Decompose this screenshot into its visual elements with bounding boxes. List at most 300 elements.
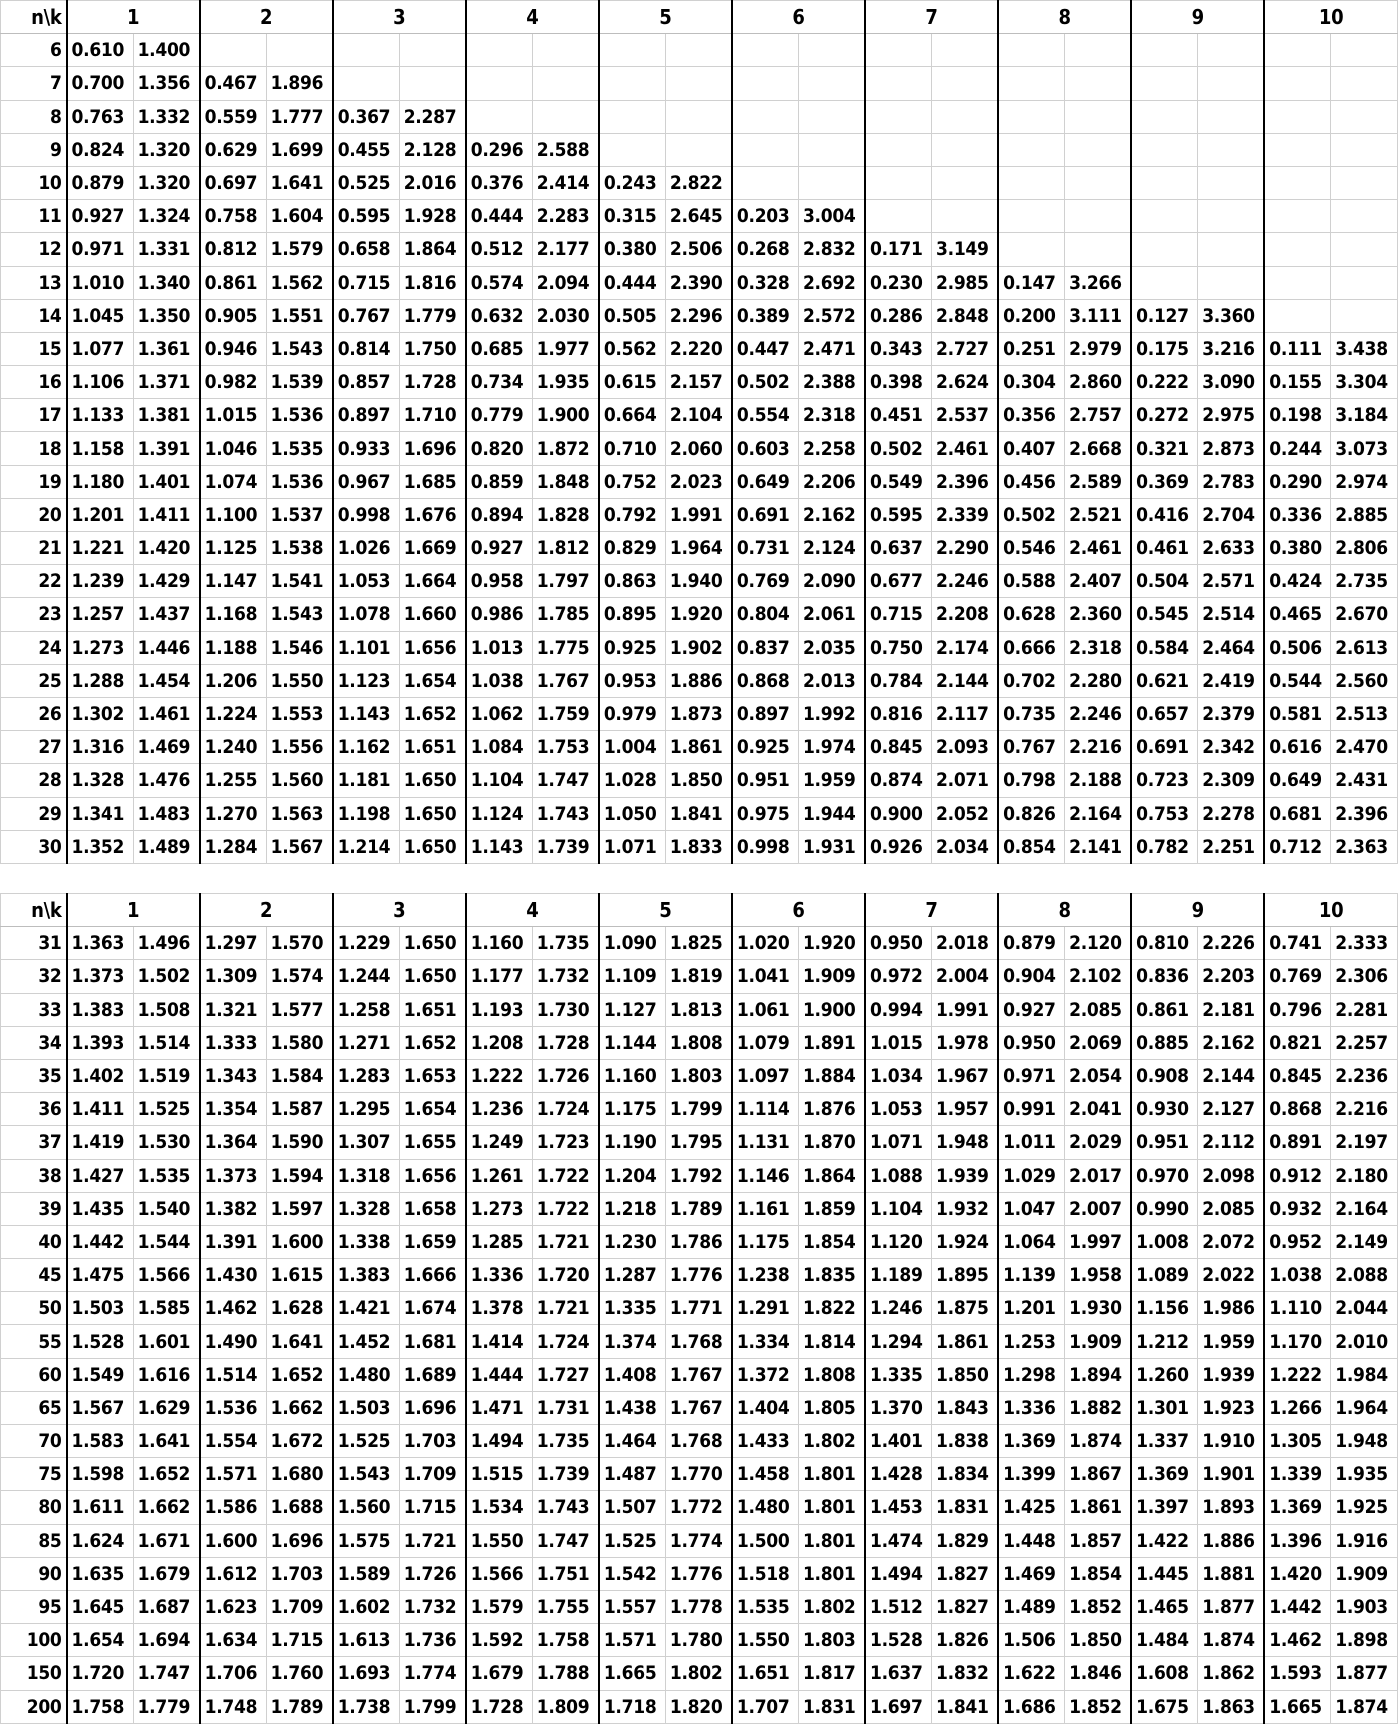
upper-bound-cell: 1.862	[1198, 1657, 1265, 1690]
lower-bound-cell	[998, 100, 1065, 133]
lower-bound-cell: 1.471	[466, 1391, 533, 1424]
upper-bound-cell: 1.864	[399, 233, 466, 266]
lower-bound-cell: 1.020	[732, 927, 799, 960]
table-row	[1, 1458, 1398, 1491]
upper-bound-cell: 1.812	[532, 532, 599, 565]
upper-bound-cell: 1.751	[532, 1557, 599, 1590]
lower-bound-cell: 1.011	[998, 1126, 1065, 1159]
lower-bound-cell: 1.133	[67, 399, 134, 432]
lower-bound-cell: 0.424	[1264, 565, 1331, 598]
lower-bound-cell	[998, 233, 1065, 266]
upper-bound-cell: 1.758	[532, 1624, 599, 1657]
lower-bound-cell: 0.451	[865, 399, 932, 432]
n-value-cell: 31	[1, 927, 67, 960]
lower-bound-cell: 1.442	[67, 1225, 134, 1258]
lower-bound-cell: 0.230	[865, 266, 932, 299]
lower-bound-cell: 1.071	[865, 1126, 932, 1159]
lower-bound-cell: 1.613	[333, 1624, 400, 1657]
upper-bound-cell: 1.743	[532, 797, 599, 830]
lower-bound-cell	[1264, 299, 1331, 332]
lower-bound-cell: 1.038	[466, 664, 533, 697]
lower-bound-cell: 1.139	[998, 1259, 1065, 1292]
lower-bound-cell: 1.550	[466, 1524, 533, 1557]
lower-bound-cell: 0.982	[200, 366, 267, 399]
upper-bound-cell: 3.360	[1198, 299, 1265, 332]
lower-bound-cell: 1.120	[865, 1225, 932, 1258]
lower-bound-cell: 0.525	[333, 166, 400, 199]
upper-bound-cell: 1.814	[798, 1325, 865, 1358]
lower-bound-cell: 1.369	[1131, 1458, 1198, 1491]
table-row	[1, 1425, 1398, 1458]
lower-bound-cell: 0.465	[1264, 598, 1331, 631]
upper-bound-cell: 1.662	[133, 1491, 200, 1524]
lower-bound-cell: 0.666	[998, 631, 1065, 664]
lower-bound-cell: 0.343	[865, 332, 932, 365]
lower-bound-cell: 1.222	[466, 1059, 533, 1092]
upper-bound-cell: 2.396	[1331, 797, 1398, 830]
n-value-cell: 13	[1, 266, 67, 299]
lower-bound-cell: 0.845	[1264, 1059, 1331, 1092]
upper-bound-cell: 2.461	[1065, 532, 1132, 565]
lower-bound-cell	[599, 133, 666, 166]
upper-bound-cell: 1.898	[1331, 1624, 1398, 1657]
upper-bound-cell: 1.874	[1331, 1690, 1398, 1723]
lower-bound-cell: 0.951	[732, 764, 799, 797]
lower-bound-cell: 0.710	[599, 432, 666, 465]
upper-bound-cell: 1.641	[266, 166, 333, 199]
lower-bound-cell: 1.370	[865, 1391, 932, 1424]
lower-bound-cell	[1264, 100, 1331, 133]
upper-bound-cell: 1.792	[665, 1159, 732, 1192]
upper-bound-cell: 2.010	[1331, 1325, 1398, 1358]
lower-bound-cell: 1.514	[200, 1358, 267, 1391]
upper-bound-cell: 1.735	[532, 927, 599, 960]
lower-bound-cell: 1.307	[333, 1126, 400, 1159]
lower-bound-cell: 0.752	[599, 465, 666, 498]
table-row	[1, 1624, 1398, 1657]
upper-bound-cell: 1.730	[532, 993, 599, 1026]
upper-bound-cell: 1.964	[1331, 1391, 1398, 1424]
upper-bound-cell: 2.822	[665, 166, 732, 199]
lower-bound-cell: 1.525	[599, 1524, 666, 1557]
upper-bound-cell: 1.750	[399, 332, 466, 365]
lower-bound-cell	[998, 34, 1065, 67]
lower-bound-cell: 1.369	[998, 1425, 1065, 1458]
upper-bound-cell: 1.658	[399, 1192, 466, 1225]
lower-bound-cell: 0.734	[466, 366, 533, 399]
upper-bound-cell: 2.974	[1331, 465, 1398, 498]
lower-bound-cell: 1.378	[466, 1292, 533, 1325]
k-column-header: 2	[200, 1, 333, 34]
lower-bound-cell: 1.635	[67, 1557, 134, 1590]
upper-bound-cell: 1.720	[532, 1259, 599, 1292]
lower-bound-cell: 1.260	[1131, 1358, 1198, 1391]
n-value-cell: 16	[1, 366, 67, 399]
upper-bound-cell: 1.537	[266, 498, 333, 531]
lower-bound-cell: 1.295	[333, 1093, 400, 1126]
upper-bound-cell: 1.935	[532, 366, 599, 399]
upper-bound-cell	[665, 34, 732, 67]
lower-bound-cell: 0.972	[865, 960, 932, 993]
lower-bound-cell: 1.422	[1131, 1524, 1198, 1557]
upper-bound-cell: 1.371	[133, 366, 200, 399]
lower-bound-cell: 0.926	[865, 830, 932, 863]
n-value-cell: 7	[1, 67, 67, 100]
n-value-cell: 26	[1, 697, 67, 730]
lower-bound-cell: 1.015	[865, 1026, 932, 1059]
k-column-header: 10	[1264, 1, 1397, 34]
lower-bound-cell: 0.502	[732, 366, 799, 399]
upper-bound-cell: 2.044	[1331, 1292, 1398, 1325]
lower-bound-cell: 1.257	[67, 598, 134, 631]
upper-bound-cell: 2.419	[1198, 664, 1265, 697]
upper-bound-cell: 2.162	[1198, 1026, 1265, 1059]
table-row	[1, 731, 1398, 764]
lower-bound-cell: 1.255	[200, 764, 267, 797]
lower-bound-cell: 0.904	[998, 960, 1065, 993]
upper-bound-cell: 2.102	[1065, 960, 1132, 993]
upper-bound-cell: 1.727	[532, 1358, 599, 1391]
upper-bound-cell: 1.654	[399, 664, 466, 697]
k-column-header: 7	[865, 894, 998, 927]
upper-bound-cell	[932, 200, 999, 233]
upper-bound-cell: 1.854	[798, 1225, 865, 1258]
upper-bound-cell: 1.680	[266, 1458, 333, 1491]
table-body	[1, 34, 1398, 864]
lower-bound-cell: 1.224	[200, 697, 267, 730]
upper-bound-cell: 2.177	[532, 233, 599, 266]
k-column-header: 6	[732, 894, 865, 927]
upper-bound-cell: 1.681	[399, 1325, 466, 1358]
upper-bound-cell: 1.721	[399, 1524, 466, 1557]
lower-bound-cell: 1.506	[998, 1624, 1065, 1657]
k-column-header: 9	[1131, 894, 1264, 927]
upper-bound-cell: 2.668	[1065, 432, 1132, 465]
upper-bound-cell: 1.597	[266, 1192, 333, 1225]
upper-bound-cell: 3.184	[1331, 399, 1398, 432]
upper-bound-cell: 1.476	[133, 764, 200, 797]
upper-bound-cell: 1.841	[665, 797, 732, 830]
lower-bound-cell: 1.273	[466, 1192, 533, 1225]
upper-bound-cell: 1.861	[932, 1325, 999, 1358]
lower-bound-cell: 1.421	[333, 1292, 400, 1325]
lower-bound-cell: 0.723	[1131, 764, 1198, 797]
lower-bound-cell: 1.333	[200, 1026, 267, 1059]
upper-bound-cell: 1.846	[1065, 1657, 1132, 1690]
lower-bound-cell: 1.374	[599, 1325, 666, 1358]
lower-bound-cell: 1.448	[998, 1524, 1065, 1557]
lower-bound-cell: 1.706	[200, 1657, 267, 1690]
lower-bound-cell: 1.071	[599, 830, 666, 863]
upper-bound-cell: 1.816	[399, 266, 466, 299]
upper-bound-cell: 2.004	[932, 960, 999, 993]
upper-bound-cell: 1.535	[266, 432, 333, 465]
upper-bound-cell: 1.932	[932, 1192, 999, 1225]
lower-bound-cell: 0.369	[1131, 465, 1198, 498]
lower-bound-cell: 0.958	[466, 565, 533, 598]
n-value-cell: 29	[1, 797, 67, 830]
lower-bound-cell: 1.571	[200, 1458, 267, 1491]
n-value-cell: 75	[1, 1458, 67, 1491]
lower-bound-cell: 0.950	[865, 927, 932, 960]
upper-bound-cell: 1.732	[532, 960, 599, 993]
n-value-cell: 24	[1, 631, 67, 664]
lower-bound-cell: 1.162	[333, 731, 400, 764]
upper-bound-cell: 1.420	[133, 532, 200, 565]
lower-bound-cell: 1.222	[1264, 1358, 1331, 1391]
lower-bound-cell: 1.101	[333, 631, 400, 664]
lower-bound-cell: 0.782	[1131, 830, 1198, 863]
upper-bound-cell	[1198, 133, 1265, 166]
k-column-header: 4	[466, 1, 599, 34]
lower-bound-cell: 0.908	[1131, 1059, 1198, 1092]
upper-bound-cell: 1.827	[932, 1590, 999, 1623]
lower-bound-cell: 1.266	[1264, 1391, 1331, 1424]
lower-bound-cell: 0.994	[865, 993, 932, 1026]
upper-bound-cell: 2.975	[1198, 399, 1265, 432]
lower-bound-cell: 0.857	[333, 366, 400, 399]
lower-bound-cell	[865, 166, 932, 199]
lower-bound-cell: 1.064	[998, 1225, 1065, 1258]
lower-bound-cell: 0.171	[865, 233, 932, 266]
upper-bound-cell: 1.411	[133, 498, 200, 531]
upper-bound-cell: 1.629	[133, 1391, 200, 1424]
lower-bound-cell: 1.143	[333, 697, 400, 730]
lower-bound-cell: 1.239	[67, 565, 134, 598]
lower-bound-cell	[1264, 266, 1331, 299]
upper-bound-cell	[1198, 266, 1265, 299]
table-row	[1, 830, 1398, 863]
lower-bound-cell: 0.398	[865, 366, 932, 399]
upper-bound-cell	[1198, 67, 1265, 100]
upper-bound-cell: 1.699	[266, 133, 333, 166]
upper-bound-cell: 2.388	[798, 366, 865, 399]
upper-bound-cell: 1.802	[665, 1657, 732, 1690]
upper-bound-cell: 2.251	[1198, 830, 1265, 863]
lower-bound-cell: 1.301	[1131, 1391, 1198, 1424]
upper-bound-cell: 2.149	[1331, 1225, 1398, 1258]
upper-bound-cell: 1.964	[665, 532, 732, 565]
lower-bound-cell: 1.335	[599, 1292, 666, 1325]
lower-bound-cell: 1.201	[998, 1292, 1065, 1325]
lower-bound-cell	[998, 133, 1065, 166]
upper-bound-cell	[798, 133, 865, 166]
upper-bound-cell: 1.779	[133, 1690, 200, 1723]
upper-bound-cell: 2.007	[1065, 1192, 1132, 1225]
upper-bound-cell: 1.789	[665, 1192, 732, 1225]
upper-bound-cell: 2.197	[1331, 1126, 1398, 1159]
upper-bound-cell: 1.779	[399, 299, 466, 332]
upper-bound-cell: 1.801	[798, 1458, 865, 1491]
lower-bound-cell: 1.146	[732, 1159, 799, 1192]
lower-bound-cell: 0.885	[1131, 1026, 1198, 1059]
lower-bound-cell	[1264, 34, 1331, 67]
lower-bound-cell: 0.649	[732, 465, 799, 498]
upper-bound-cell: 1.689	[399, 1358, 466, 1391]
lower-bound-cell: 1.336	[466, 1259, 533, 1292]
k-column-header: 1	[67, 894, 200, 927]
lower-bound-cell	[1264, 67, 1331, 100]
upper-bound-cell: 1.652	[399, 1026, 466, 1059]
n-value-cell: 12	[1, 233, 67, 266]
upper-bound-cell: 1.801	[798, 1557, 865, 1590]
table-row	[1, 465, 1398, 498]
upper-bound-cell: 2.848	[932, 299, 999, 332]
k-column-header: 3	[333, 1, 466, 34]
lower-bound-cell: 1.490	[200, 1325, 267, 1358]
lower-bound-cell: 1.189	[865, 1259, 932, 1292]
upper-bound-cell: 1.991	[932, 993, 999, 1026]
upper-bound-cell: 1.829	[932, 1524, 999, 1557]
upper-bound-cell: 1.679	[133, 1557, 200, 1590]
upper-bound-cell: 2.128	[399, 133, 466, 166]
table-row	[1, 1292, 1398, 1325]
upper-bound-cell: 1.891	[798, 1026, 865, 1059]
upper-bound-cell: 1.777	[266, 100, 333, 133]
upper-bound-cell: 1.848	[532, 465, 599, 498]
n-value-cell: 36	[1, 1093, 67, 1126]
lower-bound-cell: 0.416	[1131, 498, 1198, 531]
n-value-cell: 19	[1, 465, 67, 498]
upper-bound-cell: 1.666	[399, 1259, 466, 1292]
n-value-cell: 14	[1, 299, 67, 332]
lower-bound-cell: 0.854	[998, 830, 1065, 863]
n-value-cell: 30	[1, 830, 67, 863]
upper-bound-cell: 1.774	[665, 1524, 732, 1557]
upper-bound-cell: 1.876	[798, 1093, 865, 1126]
lower-bound-cell: 0.549	[865, 465, 932, 498]
upper-bound-cell: 1.900	[532, 399, 599, 432]
lower-bound-cell: 0.863	[599, 565, 666, 598]
k-column-header: 9	[1131, 1, 1264, 34]
table-row	[1, 1325, 1398, 1358]
lower-bound-cell: 1.010	[67, 266, 134, 299]
lower-bound-cell: 1.109	[599, 960, 666, 993]
upper-bound-cell: 1.872	[532, 432, 599, 465]
lower-bound-cell: 0.837	[732, 631, 799, 664]
upper-bound-cell: 2.431	[1331, 764, 1398, 797]
upper-bound-cell: 1.939	[932, 1159, 999, 1192]
lower-bound-cell: 0.657	[1131, 697, 1198, 730]
lower-bound-cell: 0.879	[998, 927, 1065, 960]
upper-bound-cell: 2.120	[1065, 927, 1132, 960]
upper-bound-cell	[1331, 67, 1398, 100]
upper-bound-cell: 1.832	[932, 1657, 999, 1690]
lower-bound-cell: 1.728	[466, 1690, 533, 1723]
upper-bound-cell: 1.652	[399, 697, 466, 730]
n-value-cell: 27	[1, 731, 67, 764]
upper-bound-cell: 2.034	[932, 830, 999, 863]
upper-bound-cell: 1.958	[1065, 1259, 1132, 1292]
n-value-cell: 35	[1, 1059, 67, 1092]
table-row	[1, 1491, 1398, 1524]
upper-bound-cell: 1.768	[665, 1325, 732, 1358]
upper-bound-cell: 1.809	[532, 1690, 599, 1723]
upper-bound-cell: 1.797	[532, 565, 599, 598]
lower-bound-cell: 0.155	[1264, 366, 1331, 399]
upper-bound-cell	[1065, 233, 1132, 266]
upper-bound-cell: 2.318	[1065, 631, 1132, 664]
table-row	[1, 1225, 1398, 1258]
upper-bound-cell: 1.544	[133, 1225, 200, 1258]
lower-bound-cell: 1.500	[732, 1524, 799, 1557]
lower-bound-cell: 1.507	[599, 1491, 666, 1524]
lower-bound-cell	[1131, 67, 1198, 100]
lower-bound-cell: 0.544	[1264, 664, 1331, 697]
upper-bound-cell: 3.090	[1198, 366, 1265, 399]
upper-bound-cell: 1.551	[266, 299, 333, 332]
lower-bound-cell: 0.461	[1131, 532, 1198, 565]
upper-bound-cell: 1.483	[133, 797, 200, 830]
upper-bound-cell: 1.772	[665, 1491, 732, 1524]
upper-bound-cell	[1331, 100, 1398, 133]
lower-bound-cell: 1.373	[200, 1159, 267, 1192]
upper-bound-cell: 1.530	[133, 1126, 200, 1159]
upper-bound-cell: 1.536	[266, 399, 333, 432]
upper-bound-cell: 2.783	[1198, 465, 1265, 498]
lower-bound-cell: 0.321	[1131, 432, 1198, 465]
upper-bound-cell: 1.767	[532, 664, 599, 697]
upper-bound-cell: 2.521	[1065, 498, 1132, 531]
upper-bound-cell: 1.854	[1065, 1557, 1132, 1590]
lower-bound-cell: 1.309	[200, 960, 267, 993]
upper-bound-cell: 1.828	[532, 498, 599, 531]
lower-bound-cell: 0.615	[599, 366, 666, 399]
upper-bound-cell: 2.514	[1198, 598, 1265, 631]
upper-bound-cell: 1.822	[798, 1292, 865, 1325]
lower-bound-cell	[998, 200, 1065, 233]
lower-bound-cell: 1.283	[333, 1059, 400, 1092]
upper-bound-cell: 1.948	[1331, 1425, 1398, 1458]
upper-bound-cell: 1.715	[399, 1491, 466, 1524]
lower-bound-cell: 0.998	[732, 830, 799, 863]
table-row	[1, 1657, 1398, 1690]
lower-bound-cell: 1.697	[865, 1690, 932, 1723]
lower-bound-cell: 0.879	[67, 166, 134, 199]
lower-bound-cell: 0.741	[1264, 927, 1331, 960]
upper-bound-cell: 1.660	[399, 598, 466, 631]
upper-bound-cell: 1.696	[399, 1391, 466, 1424]
lower-bound-cell: 1.453	[865, 1491, 932, 1524]
upper-bound-cell: 1.776	[665, 1557, 732, 1590]
lower-bound-cell: 1.193	[466, 993, 533, 1026]
lower-bound-cell: 1.534	[466, 1491, 533, 1524]
upper-bound-cell: 1.867	[1065, 1458, 1132, 1491]
n-value-cell: 23	[1, 598, 67, 631]
upper-bound-cell: 1.747	[532, 1524, 599, 1557]
lower-bound-cell: 1.543	[333, 1458, 400, 1491]
lower-bound-cell: 0.769	[732, 565, 799, 598]
lower-bound-cell: 0.750	[865, 631, 932, 664]
upper-bound-cell: 2.727	[932, 332, 999, 365]
lower-bound-cell: 1.583	[67, 1425, 134, 1458]
upper-bound-cell: 2.390	[665, 266, 732, 299]
lower-bound-cell: 1.525	[333, 1425, 400, 1458]
lower-bound-cell: 1.090	[599, 927, 666, 960]
lower-bound-cell: 0.767	[998, 731, 1065, 764]
lower-bound-cell: 1.438	[599, 1391, 666, 1424]
upper-bound-cell: 2.506	[665, 233, 732, 266]
upper-bound-cell: 2.290	[932, 532, 999, 565]
lower-bound-cell: 0.804	[732, 598, 799, 631]
lower-bound-cell: 0.664	[599, 399, 666, 432]
lower-bound-cell: 0.925	[599, 631, 666, 664]
lower-bound-cell: 0.927	[67, 200, 134, 233]
upper-bound-cell	[798, 34, 865, 67]
lower-bound-cell: 1.218	[599, 1192, 666, 1225]
upper-bound-cell: 1.977	[532, 332, 599, 365]
lower-bound-cell: 1.177	[466, 960, 533, 993]
